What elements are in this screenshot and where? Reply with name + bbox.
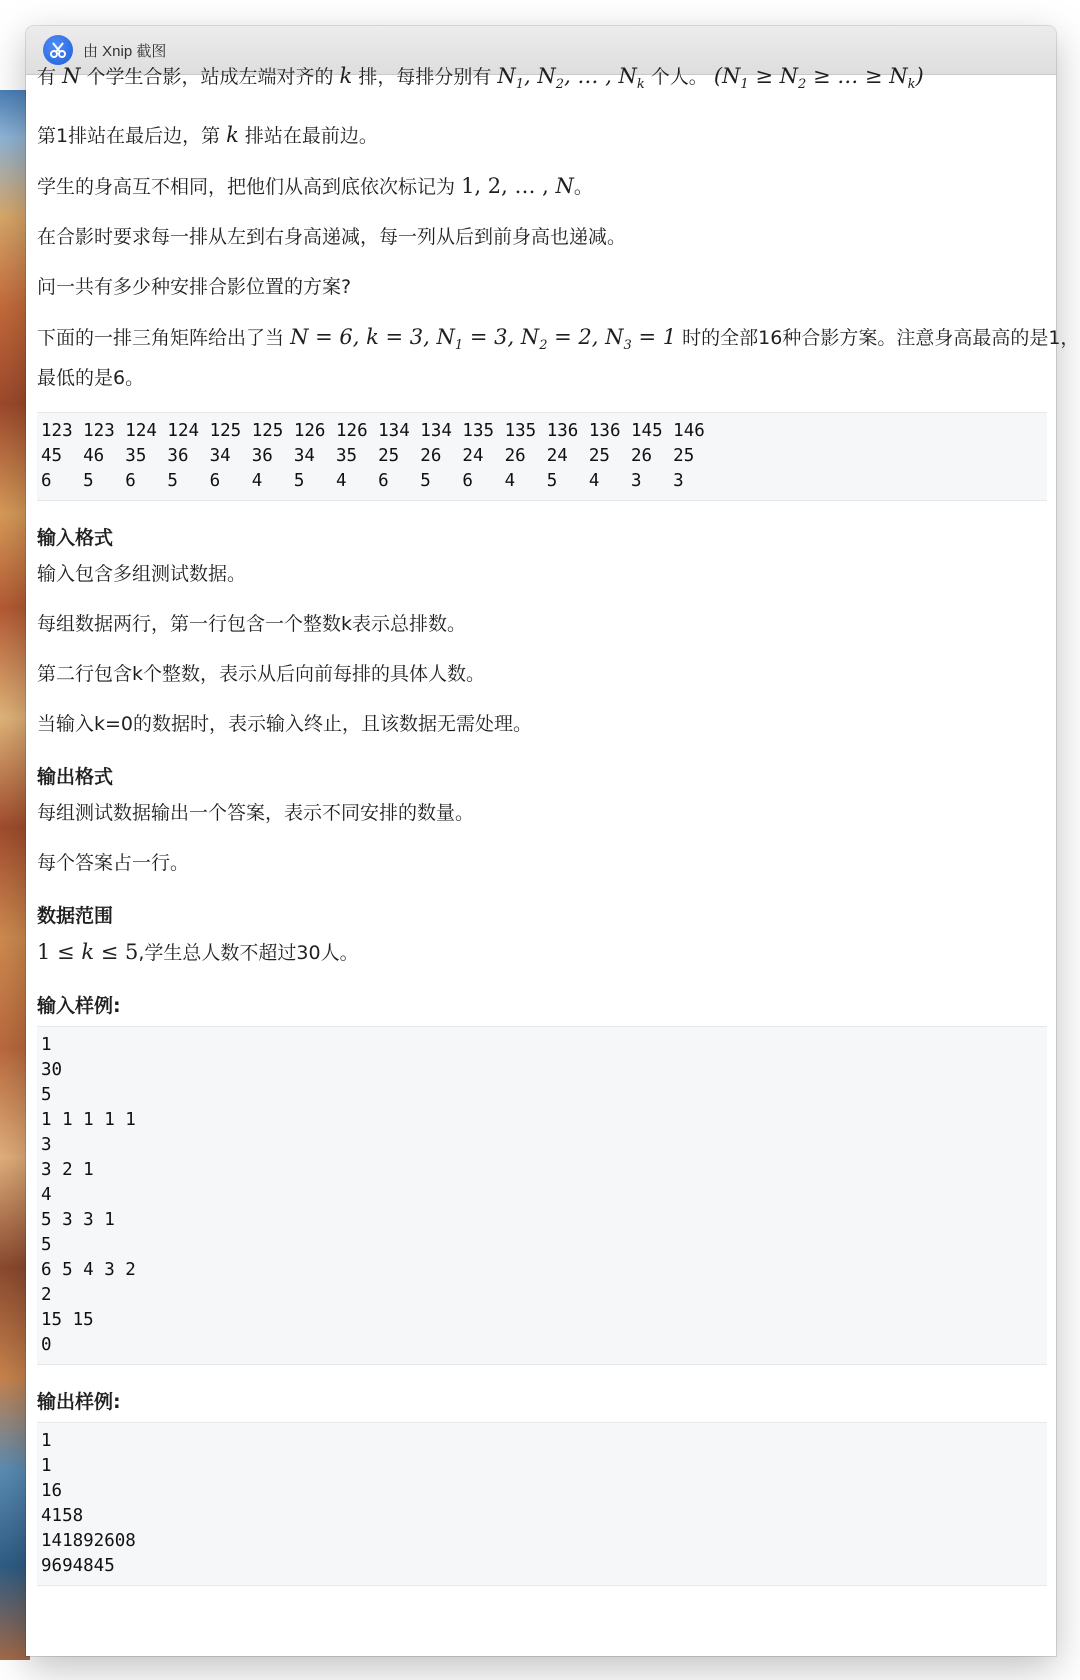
code-line: 6 5 4 3 2 bbox=[41, 1260, 136, 1281]
code-line: 1 bbox=[41, 1456, 52, 1477]
matrix-row: 123 123 124 124 125 125 126 126 134 134 135 135 136 136 145 146 bbox=[41, 421, 705, 442]
problem-line-6: 下面的一排三角矩阵给出了当 N = 6, k = 3, $N_1 = 3$, $N_2 = 2$, $N_3 = 1$ 时的全部16种合影方案。注意身高最高的是1，最低的是6。 bbox=[37, 325, 1080, 390]
problem-line-3: 学生的身高互不相同，把他们从高到底依次标记为 1, 2, … , N。 bbox=[37, 174, 593, 199]
code-line: 30 bbox=[41, 1060, 63, 1081]
code-line: 16 bbox=[41, 1481, 63, 1502]
code-line: 3 2 1 bbox=[41, 1160, 94, 1181]
matrix-row: 6 5 6 5 6 4 5 4 6 5 6 4 5 4 3 3 bbox=[41, 471, 684, 492]
range-heading: 数据范围 bbox=[37, 905, 114, 928]
code-line: 3 bbox=[41, 1135, 52, 1156]
window-title: 由 Xnip 截图 bbox=[83, 42, 167, 60]
code-line: 15 15 bbox=[41, 1310, 94, 1331]
code-line: 1 1 1 1 1 bbox=[41, 1110, 136, 1131]
code-line: 141892608 bbox=[41, 1531, 136, 1552]
matrix-code-block bbox=[37, 412, 1047, 501]
problem-line-5: 问一共有多少种安排合影位置的方案? bbox=[37, 276, 352, 299]
input-format-line: 第二行包含k个整数，表示从后向前每排的具体人数。 bbox=[37, 663, 486, 686]
output-format-heading: 输出格式 bbox=[37, 766, 114, 789]
code-line: 5 3 3 1 bbox=[41, 1210, 115, 1231]
problem-content bbox=[37, 60, 1080, 1602]
output-format-line: 每组测试数据输出一个答案，表示不同安排的数量。 bbox=[37, 802, 475, 825]
input-format-heading: 输入格式 bbox=[37, 527, 114, 550]
problem-line-1: 有 N 个学生合影，站成左端对齐的 k 排，每排分别有 $N_1$, $N_2$, … , $N_k$ 个人。 ($N_1 \ge N_2$ ≥ … ≥ $N_k$) bbox=[37, 64, 924, 93]
code-line: 5 bbox=[41, 1085, 52, 1106]
sample-input-code-block bbox=[37, 1026, 1047, 1365]
sample-output-heading: 输出样例: bbox=[37, 1391, 121, 1414]
sample-output-code-block bbox=[37, 1422, 1047, 1586]
range-line: 1 ≤ k ≤ 5,学生总人数不超过30人。 bbox=[37, 940, 359, 965]
input-format-line: 当输入k=0的数据时，表示输入终止，且该数据无需处理。 bbox=[37, 713, 533, 736]
code-line: 4 bbox=[41, 1185, 52, 1206]
code-line: 4158 bbox=[41, 1506, 84, 1527]
problem-line-2: 第1排站在最后边，第 k 排站在最前边。 bbox=[37, 123, 378, 148]
code-line: 2 bbox=[41, 1285, 52, 1306]
input-format-line: 输入包含多组测试数据。 bbox=[37, 563, 247, 586]
sample-input-heading: 输入样例: bbox=[37, 995, 121, 1018]
output-format-line: 每个答案占一行。 bbox=[37, 852, 190, 875]
code-line: 1 bbox=[41, 1035, 52, 1056]
code-line: 1 bbox=[41, 1431, 52, 1452]
matrix-row: 45 46 35 36 34 36 34 35 25 26 24 26 24 25 26 25 bbox=[41, 446, 695, 467]
code-line: 0 bbox=[41, 1335, 52, 1356]
code-line: 5 bbox=[41, 1235, 52, 1256]
input-format-line: 每组数据两行，第一行包含一个整数k表示总排数。 bbox=[37, 613, 467, 636]
problem-line-4: 在合影时要求每一排从左到右身高递减，每一列从后到前身高也递减。 bbox=[37, 226, 627, 249]
code-line: 9694845 bbox=[41, 1556, 115, 1577]
